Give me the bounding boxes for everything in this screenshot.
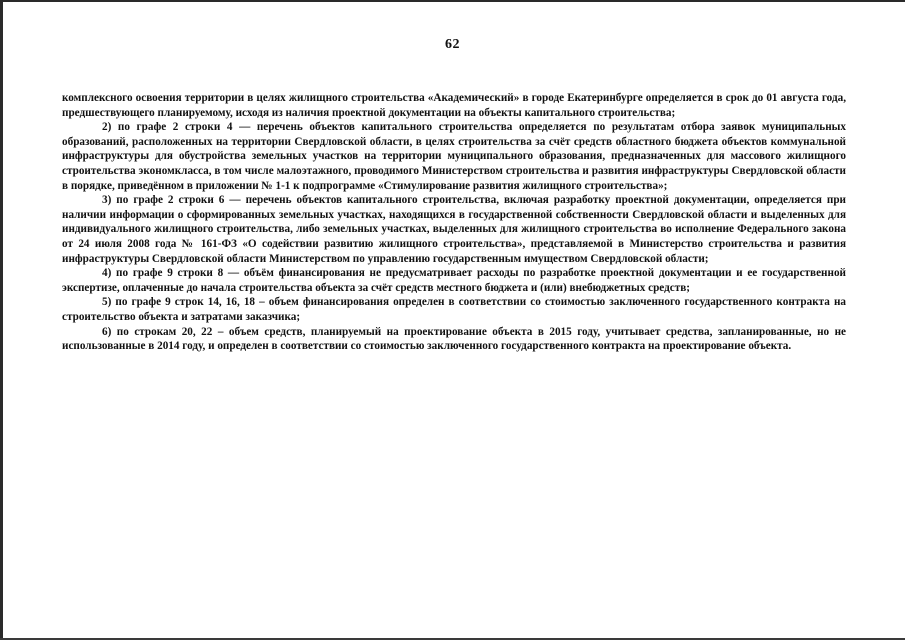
paragraph-item-6: 6) по строкам 20, 22 – объем средств, планируемый на проектирование объекта в 2015 году, учитывает средства, запланированные, но не использованные в 2014 году, и определен в соответствии со стоимостью заключенного государственного контракта на проектирование объекта. (62, 325, 846, 353)
paragraph-item-5: 5) по графе 9 строк 14, 16, 18 – объем финансирования определен в соответствии со стоимостью заключенного государственного контракта на строительство объекта и затратами заказчика; (62, 296, 846, 323)
document-body (62, 91, 846, 354)
scan-edge-top (0, 0, 905, 2)
paragraph-item-3: 3) по графе 2 строки 6 — перечень объектов капитального строительства, включая разработку проектной документации, определяется при наличии информации о сформированных земельных участках, находящихся в государственной собственности Свердловской области и выделенных для индивидуального жилищного строительства, либо земельных участках, выделенных для жилищного строительства во исполнение Федерального закона от 24 июля 2008 года № 161-ФЗ «О содействии развитию жилищного строительства», представляемой в Министерство строительства и развития инфраструктуры Свердловской области Министерством по управлению государственным имуществом Свердловской области; (62, 194, 846, 265)
paragraph-item-4: 4) по графе 9 строки 8 — объём финансирования не предусматривает расходы по разработке проектной документации и ее государственной экспертизе, оплаченные до начала строительства объекта за счёт средств местного бюджета и (или) внебюджетных средств; (62, 267, 846, 294)
page-number: 62 (445, 37, 460, 52)
scan-edge-left (0, 0, 3, 640)
paragraph-item-2: 2) по графе 2 строки 4 — перечень объектов капитального строительства определяется по результатам отбора заявок муниципальных образований, расположенных на территории Свердловской области, в целях строительства за счёт средств областного бюджета объектов коммунальной инфраструктуры для обустройства земельных участков на территории муниципального образования, предназначенных для массового жилищного строительства экономкласса, в том числе малоэтажного, проводимого Министерством строительства и развития инфраструктуры Свердловской области в порядке, приведённом в приложении № 1-1 к подпрограмме «Стимулирование развития жилищного строительства»; (62, 121, 846, 192)
paragraph-continuation: комплексного освоения территории в целях жилищного строительства «Академический» в городе Екатеринбурге определяется в срок до 01 августа года, предшествующего планируемому, исходя из наличия проектной документации на объекты капитального строительства; (62, 92, 846, 119)
